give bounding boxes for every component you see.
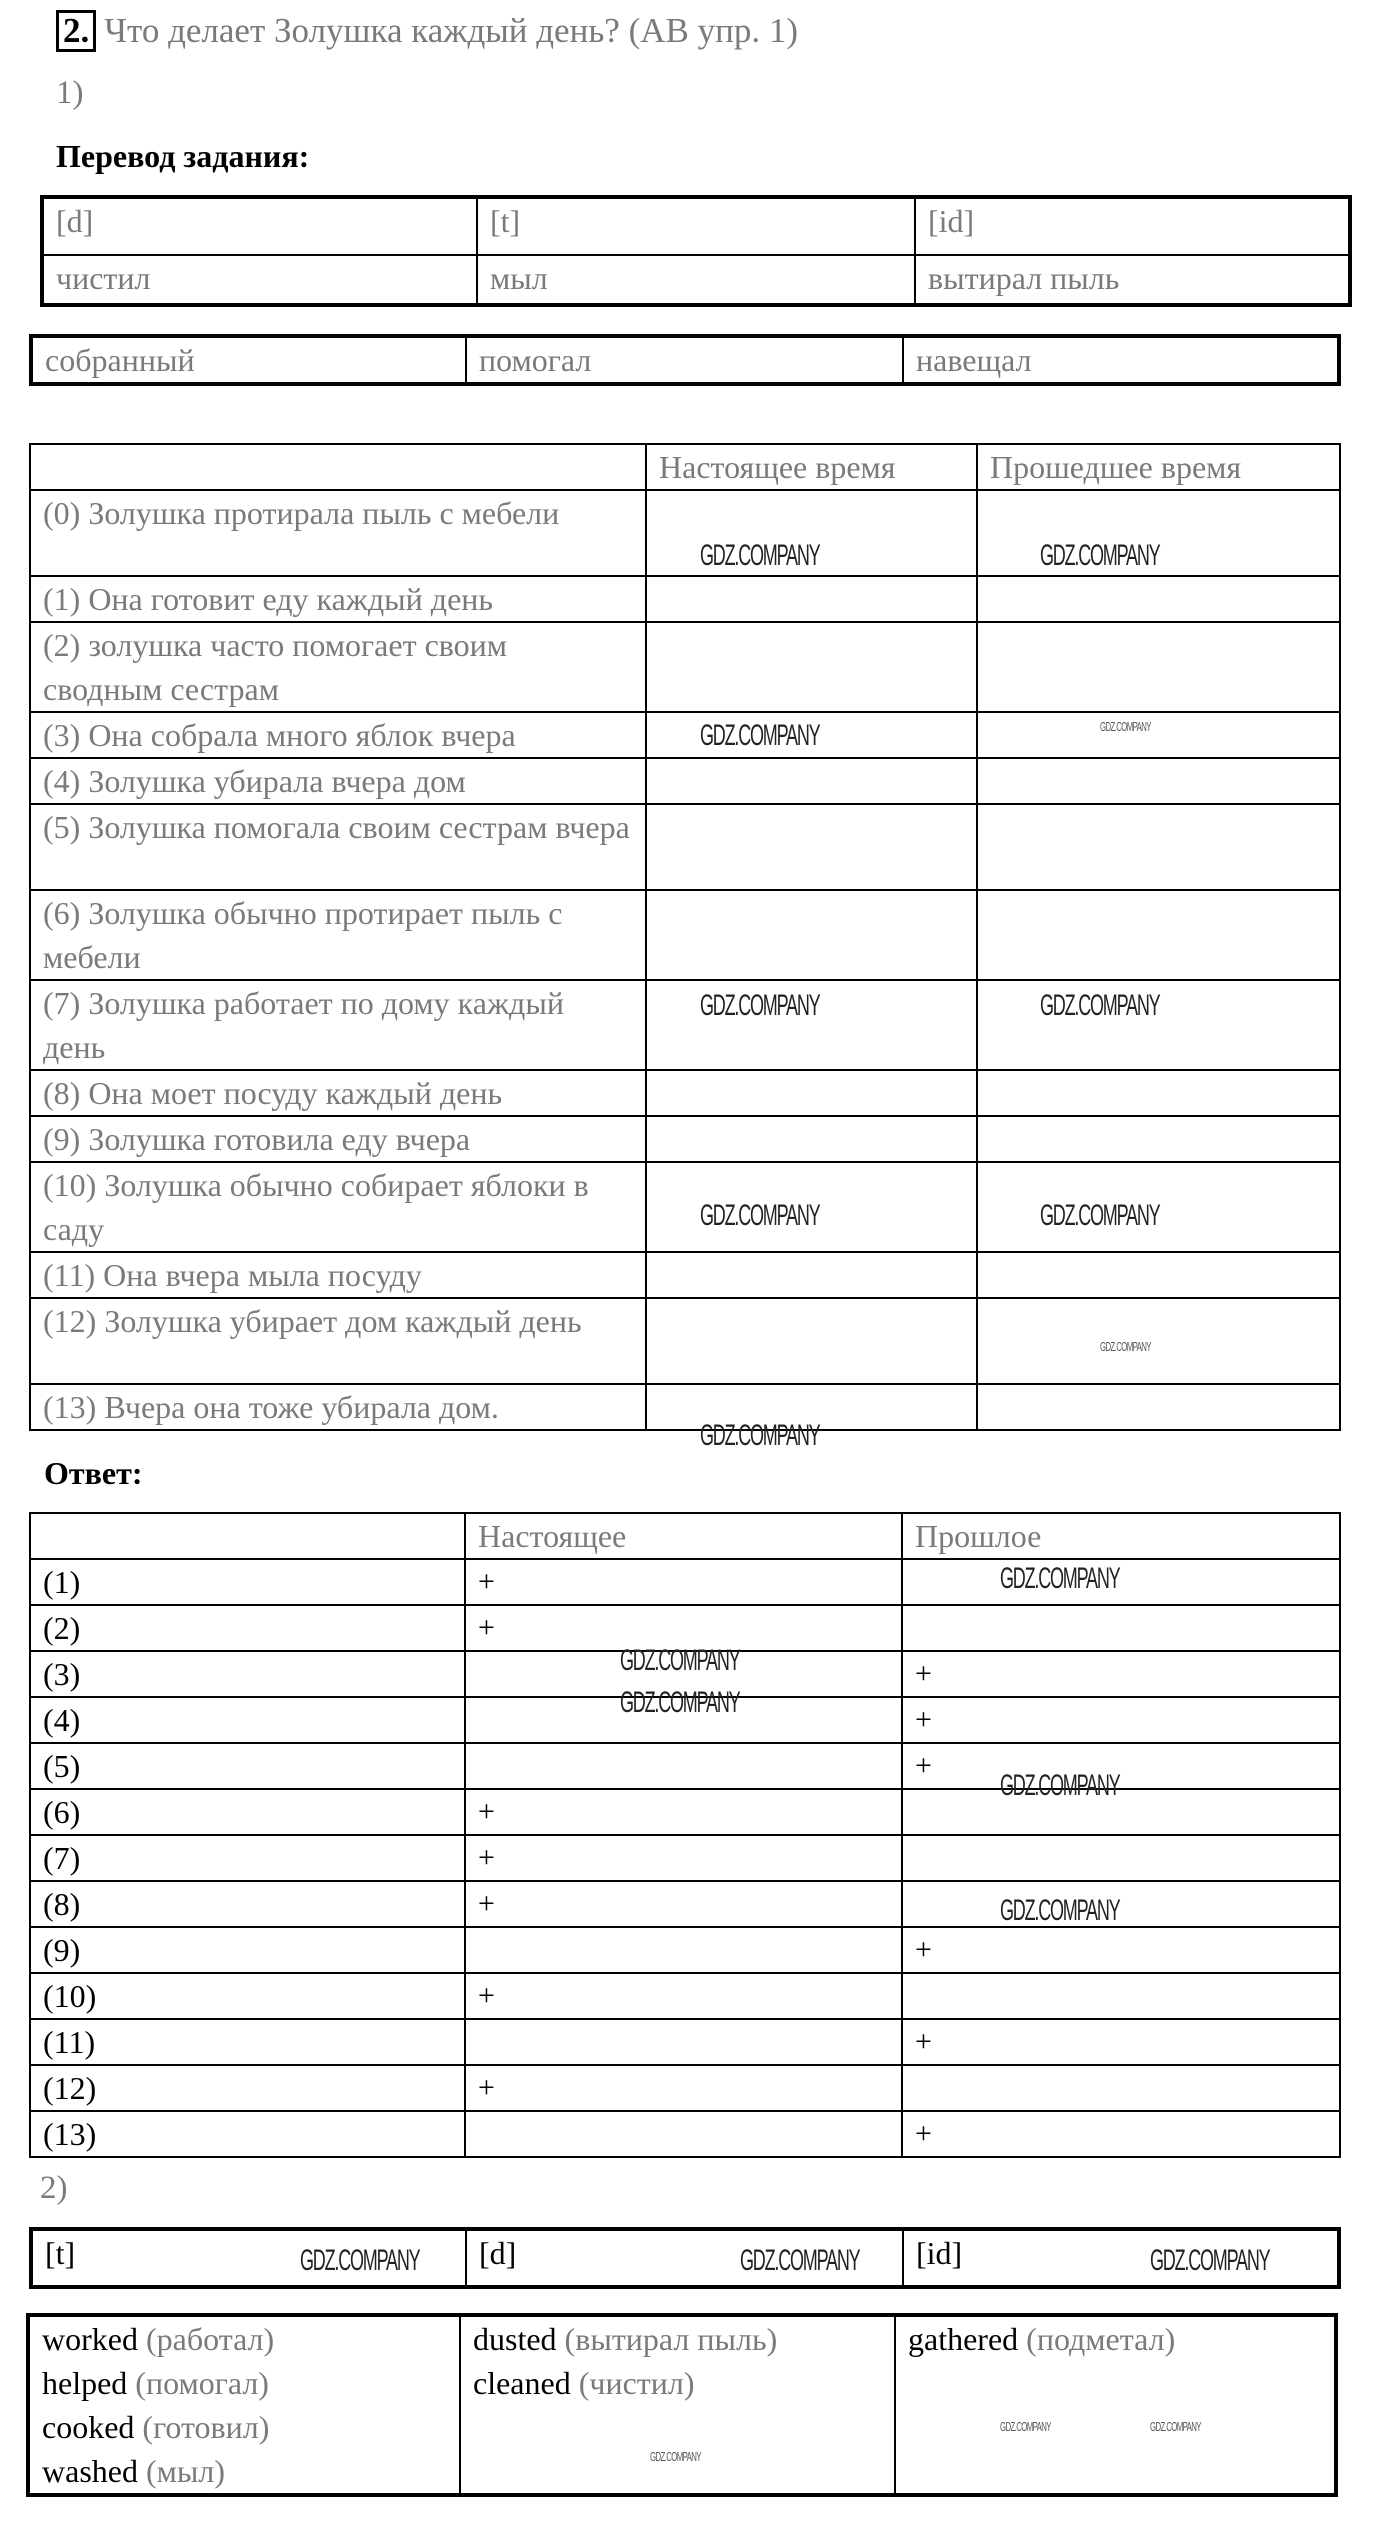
words-table [29, 334, 1341, 386]
present-mark [465, 2111, 902, 2157]
verb-english: gathered [908, 2321, 1019, 2357]
present-mark: + [465, 1835, 902, 1881]
row-label: (6) [30, 1789, 465, 1835]
row-label: (10) [30, 1973, 465, 2019]
row-label: (7) [30, 1835, 465, 1881]
part-2-label: 2) [40, 2170, 68, 2206]
table-row [30, 2111, 1340, 2157]
present-cell [646, 1252, 977, 1298]
sentence: (11) Она вчера мыла посуду [30, 1252, 646, 1298]
past-mark [902, 1559, 1340, 1605]
table-row [30, 1559, 1340, 1605]
translation-heading: Перевод задания: [56, 138, 310, 174]
present-mark: + [465, 1605, 902, 1651]
row-label: (4) [30, 1697, 465, 1743]
row-label: (8) [30, 1881, 465, 1927]
sound-id-header: [id] [915, 197, 1350, 255]
row-label: (3) [30, 1651, 465, 1697]
watermark: GDZ.COMPANY [1150, 2244, 1270, 2277]
row-label: (5) [30, 1743, 465, 1789]
table-row [30, 1835, 1340, 1881]
past-mark: + [902, 1743, 1340, 1789]
table-row [30, 2019, 1340, 2065]
past-mark: + [902, 1927, 1340, 1973]
verbs-column [895, 2315, 1336, 2495]
present-tense-header: Настоящее время [646, 444, 977, 490]
row-label: (1) [30, 1559, 465, 1605]
sentence: (3) Она собрала много яблок вчера [30, 712, 646, 758]
present-mark [465, 1743, 902, 1789]
table-row [30, 1070, 1340, 1116]
table-row [30, 890, 1340, 980]
watermark: GDZ.COMPANY [1100, 719, 1151, 734]
verb-translation: (мыл) [145, 2453, 225, 2489]
sentence: (7) Золушка работает по дому каждый день [30, 980, 646, 1070]
past-header: Прошлое [902, 1513, 1340, 1559]
present-mark: + [465, 1559, 902, 1605]
sentence: (9) Золушка готовила еду вчера [30, 1116, 646, 1162]
verb-translation: (вытирал пыль) [564, 2321, 778, 2357]
present-mark: + [465, 1881, 902, 1927]
past-cell [977, 1252, 1340, 1298]
present-cell [646, 1116, 977, 1162]
present-cell [646, 622, 977, 712]
watermark: GDZ.COMPANY [1000, 2419, 1051, 2434]
word-cell: собранный [31, 336, 466, 384]
watermark: GDZ.COMPANY [650, 2449, 701, 2464]
sentence: (13) Вчера она тоже убирала дом. [30, 1384, 646, 1430]
past-mark [902, 1973, 1340, 2019]
past-cell [977, 1116, 1340, 1162]
past-mark: + [902, 2111, 1340, 2157]
row-label: (13) [30, 2111, 465, 2157]
answer-table [29, 1512, 1341, 2158]
table-row [30, 1252, 1340, 1298]
past-mark [902, 1881, 1340, 1927]
table-row [30, 2065, 1340, 2111]
verb-english: worked [42, 2321, 138, 2357]
present-cell [646, 1070, 977, 1116]
watermark: GDZ.COMPANY [700, 989, 820, 1022]
sentences-header-empty [30, 444, 646, 490]
sentence: (10) Золушка обычно собирает яблоки в саду [30, 1162, 646, 1252]
past-mark [902, 1835, 1340, 1881]
sound-t-value: мыл [477, 255, 915, 305]
sentences-table [29, 443, 1341, 1431]
past-cell [977, 890, 1340, 980]
watermark: GDZ.COMPANY [1100, 1339, 1151, 1354]
verbs-column [460, 2315, 895, 2495]
word-cell: навещал [903, 336, 1339, 384]
past-mark: + [902, 2019, 1340, 2065]
verb-item [908, 2317, 1322, 2361]
past-cell [977, 1070, 1340, 1116]
sentence: (1) Она готовит еду каждый день [30, 576, 646, 622]
sentence: (12) Золушка убирает дом каждый день [30, 1298, 646, 1384]
watermark: GDZ.COMPANY [620, 1644, 740, 1677]
verbs-table [26, 2313, 1338, 2497]
past-cell [977, 622, 1340, 712]
past-tense-header: Прошедшее время [977, 444, 1340, 490]
sentence: (2) золушка часто помогает своим сводным сестрам [30, 622, 646, 712]
sound-t-header: [t] [31, 2229, 466, 2287]
past-mark [902, 2065, 1340, 2111]
past-cell [977, 804, 1340, 890]
watermark: GDZ.COMPANY [1000, 1562, 1120, 1595]
table-row [30, 1927, 1340, 1973]
row-label: (11) [30, 2019, 465, 2065]
watermark: GDZ.COMPANY [700, 1199, 820, 1232]
verb-translation: (готовил) [142, 2409, 270, 2445]
table-row [30, 622, 1340, 712]
verb-english: cleaned [473, 2365, 571, 2401]
answer-header-empty [30, 1513, 465, 1559]
table-row [30, 1881, 1340, 1927]
word-cell: помогал [466, 336, 903, 384]
verb-item [473, 2361, 882, 2405]
past-mark: + [902, 1651, 1340, 1697]
verb-item [473, 2317, 882, 2361]
part-1-label: 1) [56, 75, 84, 111]
watermark: GDZ.COMPANY [700, 1419, 820, 1452]
present-cell [646, 890, 977, 980]
row-label: (12) [30, 2065, 465, 2111]
exercise-title-text: Что делает Золушка каждый день? (AB упр. 1) [104, 11, 798, 50]
past-mark [902, 1605, 1340, 1651]
present-header: Настоящее [465, 1513, 902, 1559]
verb-english: helped [42, 2365, 128, 2401]
table-row [30, 1116, 1340, 1162]
answer-heading: Ответ: [44, 1455, 143, 1491]
sound-t-header: [t] [477, 197, 915, 255]
verb-translation: (помогал) [135, 2365, 269, 2401]
sound-d-header: [d] [466, 2229, 903, 2287]
sound-d-value: чистил [42, 255, 477, 305]
watermark: GDZ.COMPANY [1150, 2419, 1201, 2434]
sound-d-header: [d] [42, 197, 477, 255]
past-mark [902, 1789, 1340, 1835]
sounds-table [40, 195, 1352, 307]
verb-english: dusted [473, 2321, 557, 2357]
row-label: (2) [30, 1605, 465, 1651]
sentence: (6) Золушка обычно протирает пыль с мебели [30, 890, 646, 980]
sound-id-header: [id] [903, 2229, 1339, 2287]
table-row [30, 1743, 1340, 1789]
row-label: (9) [30, 1927, 465, 1973]
verb-translation: (подметал) [1026, 2321, 1176, 2357]
past-cell [977, 758, 1340, 804]
present-cell [646, 576, 977, 622]
present-mark: + [465, 1973, 902, 2019]
exercise-number: 2. [56, 10, 96, 52]
table-row [30, 804, 1340, 890]
sentence: (4) Золушка убирала вчера дом [30, 758, 646, 804]
table-row [30, 758, 1340, 804]
past-cell [977, 576, 1340, 622]
verb-english: washed [42, 2453, 138, 2489]
present-cell [646, 804, 977, 890]
watermark: GDZ.COMPANY [1040, 1199, 1160, 1232]
table-row [30, 1384, 1340, 1430]
present-mark: + [465, 1789, 902, 1835]
watermark: GDZ.COMPANY [700, 719, 820, 752]
watermark: GDZ.COMPANY [1040, 989, 1160, 1022]
present-cell [646, 758, 977, 804]
past-mark: + [902, 1697, 1340, 1743]
watermark: GDZ.COMPANY [620, 1686, 740, 1719]
verb-translation: (чистил) [578, 2365, 695, 2401]
sentence: (8) Она моет посуду каждый день [30, 1070, 646, 1116]
watermark: GDZ.COMPANY [1000, 1769, 1120, 1802]
exercise-title [56, 10, 798, 52]
sentence: (0) Золушка протирала пыль с мебели [30, 490, 646, 576]
past-cell [977, 1384, 1340, 1430]
sound-id-value: вытирал пыль [915, 255, 1350, 305]
watermark: GDZ.COMPANY [1040, 539, 1160, 572]
verbs-column [28, 2315, 460, 2495]
table-row [30, 1973, 1340, 2019]
present-cell [646, 1298, 977, 1384]
verb-translation: (работал) [145, 2321, 275, 2357]
past-cell [977, 1298, 1340, 1384]
present-mark [465, 1927, 902, 1973]
verb-item [42, 2405, 447, 2449]
watermark: GDZ.COMPANY [700, 539, 820, 572]
present-mark: + [465, 2065, 902, 2111]
verb-item [42, 2449, 447, 2493]
verb-item [42, 2317, 447, 2361]
sounds2-table [29, 2227, 1341, 2289]
watermark: GDZ.COMPANY [300, 2244, 420, 2277]
past-cell [977, 712, 1340, 758]
table-row [30, 576, 1340, 622]
sentence: (5) Золушка помогала своим сестрам вчера [30, 804, 646, 890]
watermark: GDZ.COMPANY [1000, 1894, 1120, 1927]
watermark: GDZ.COMPANY [740, 2244, 860, 2277]
table-row [30, 1789, 1340, 1835]
present-mark [465, 2019, 902, 2065]
verb-english: cooked [42, 2409, 135, 2445]
verb-item [42, 2361, 447, 2405]
